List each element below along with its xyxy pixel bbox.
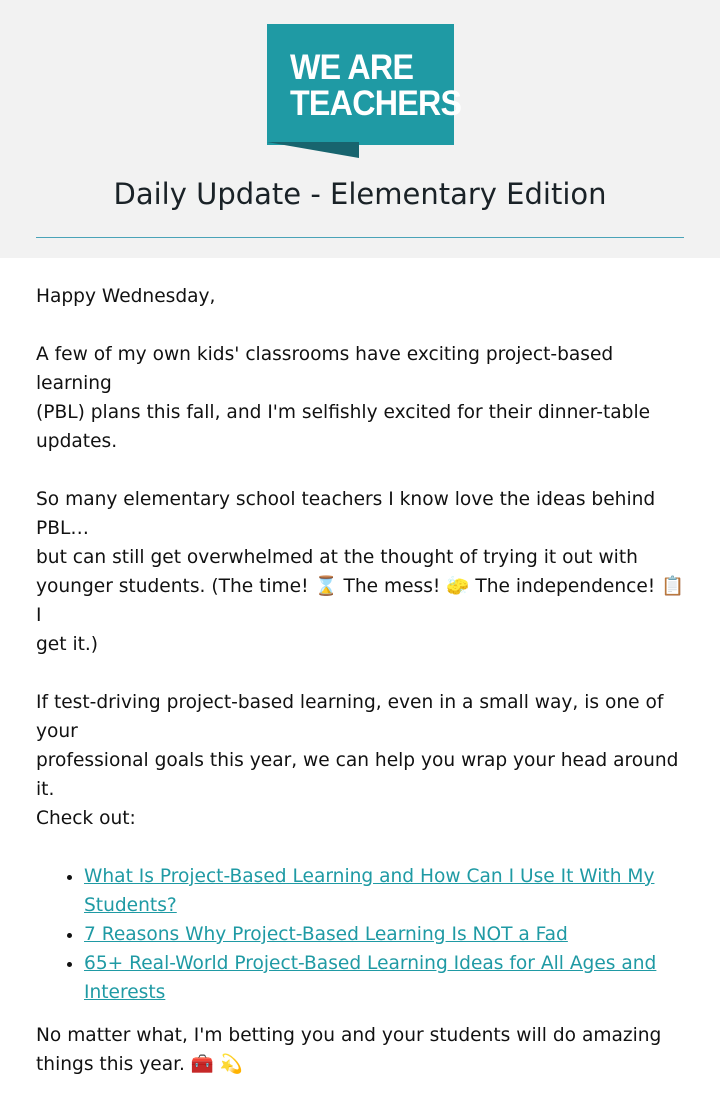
article-link-list bbox=[36, 862, 686, 1007]
paragraph-pbl-overwhelm: So many elementary school teachers I know love the ideas behind PBL… but can still get overwhelmed at the thought of trying it out with younger students. (The time! ⌛ The mess! 🧽 The independence! 📋 I get it.) bbox=[36, 489, 685, 655]
closing-paragraph: No matter what, I'm betting you and your students will do amazing things this year. 🧰 💫 bbox=[36, 1025, 662, 1075]
logo-text-line1: WE ARE bbox=[290, 48, 414, 87]
list-item bbox=[84, 862, 686, 920]
paragraph-check-out: If test-driving project-based learning, even in a small way, is one of your professional goals this year, we can help you wrap your head around it. Check out: bbox=[36, 692, 679, 829]
link-pbl-ideas[interactable]: 65+ Real-World Project-Based Learning Ideas for All Ages and Interests bbox=[84, 953, 657, 1003]
list-item bbox=[84, 949, 686, 1007]
list-item bbox=[84, 920, 686, 949]
we-are-teachers-logo[interactable] bbox=[267, 24, 462, 158]
logo-box bbox=[267, 24, 462, 145]
logo-ribbon-tab bbox=[267, 142, 359, 158]
paragraph-pbl-intro: A few of my own kids' classrooms have exciting project-based learning (PBL) plans this fall, and I'm selfishly excited for their dinner-table updates. bbox=[36, 344, 651, 452]
email-body bbox=[36, 282, 686, 1108]
logo-text-line2: TEACHERS bbox=[290, 84, 462, 123]
email-header bbox=[0, 0, 720, 258]
link-pbl-not-a-fad[interactable]: 7 Reasons Why Project-Based Learning Is NOT a Fad bbox=[84, 924, 568, 945]
header-divider bbox=[36, 237, 684, 238]
greeting: Happy Wednesday, bbox=[36, 286, 216, 307]
link-what-is-pbl[interactable]: What Is Project-Based Learning and How Can I Use It With My Students? bbox=[84, 866, 655, 916]
newsletter-title: Daily Update - Elementary Edition bbox=[113, 177, 607, 211]
